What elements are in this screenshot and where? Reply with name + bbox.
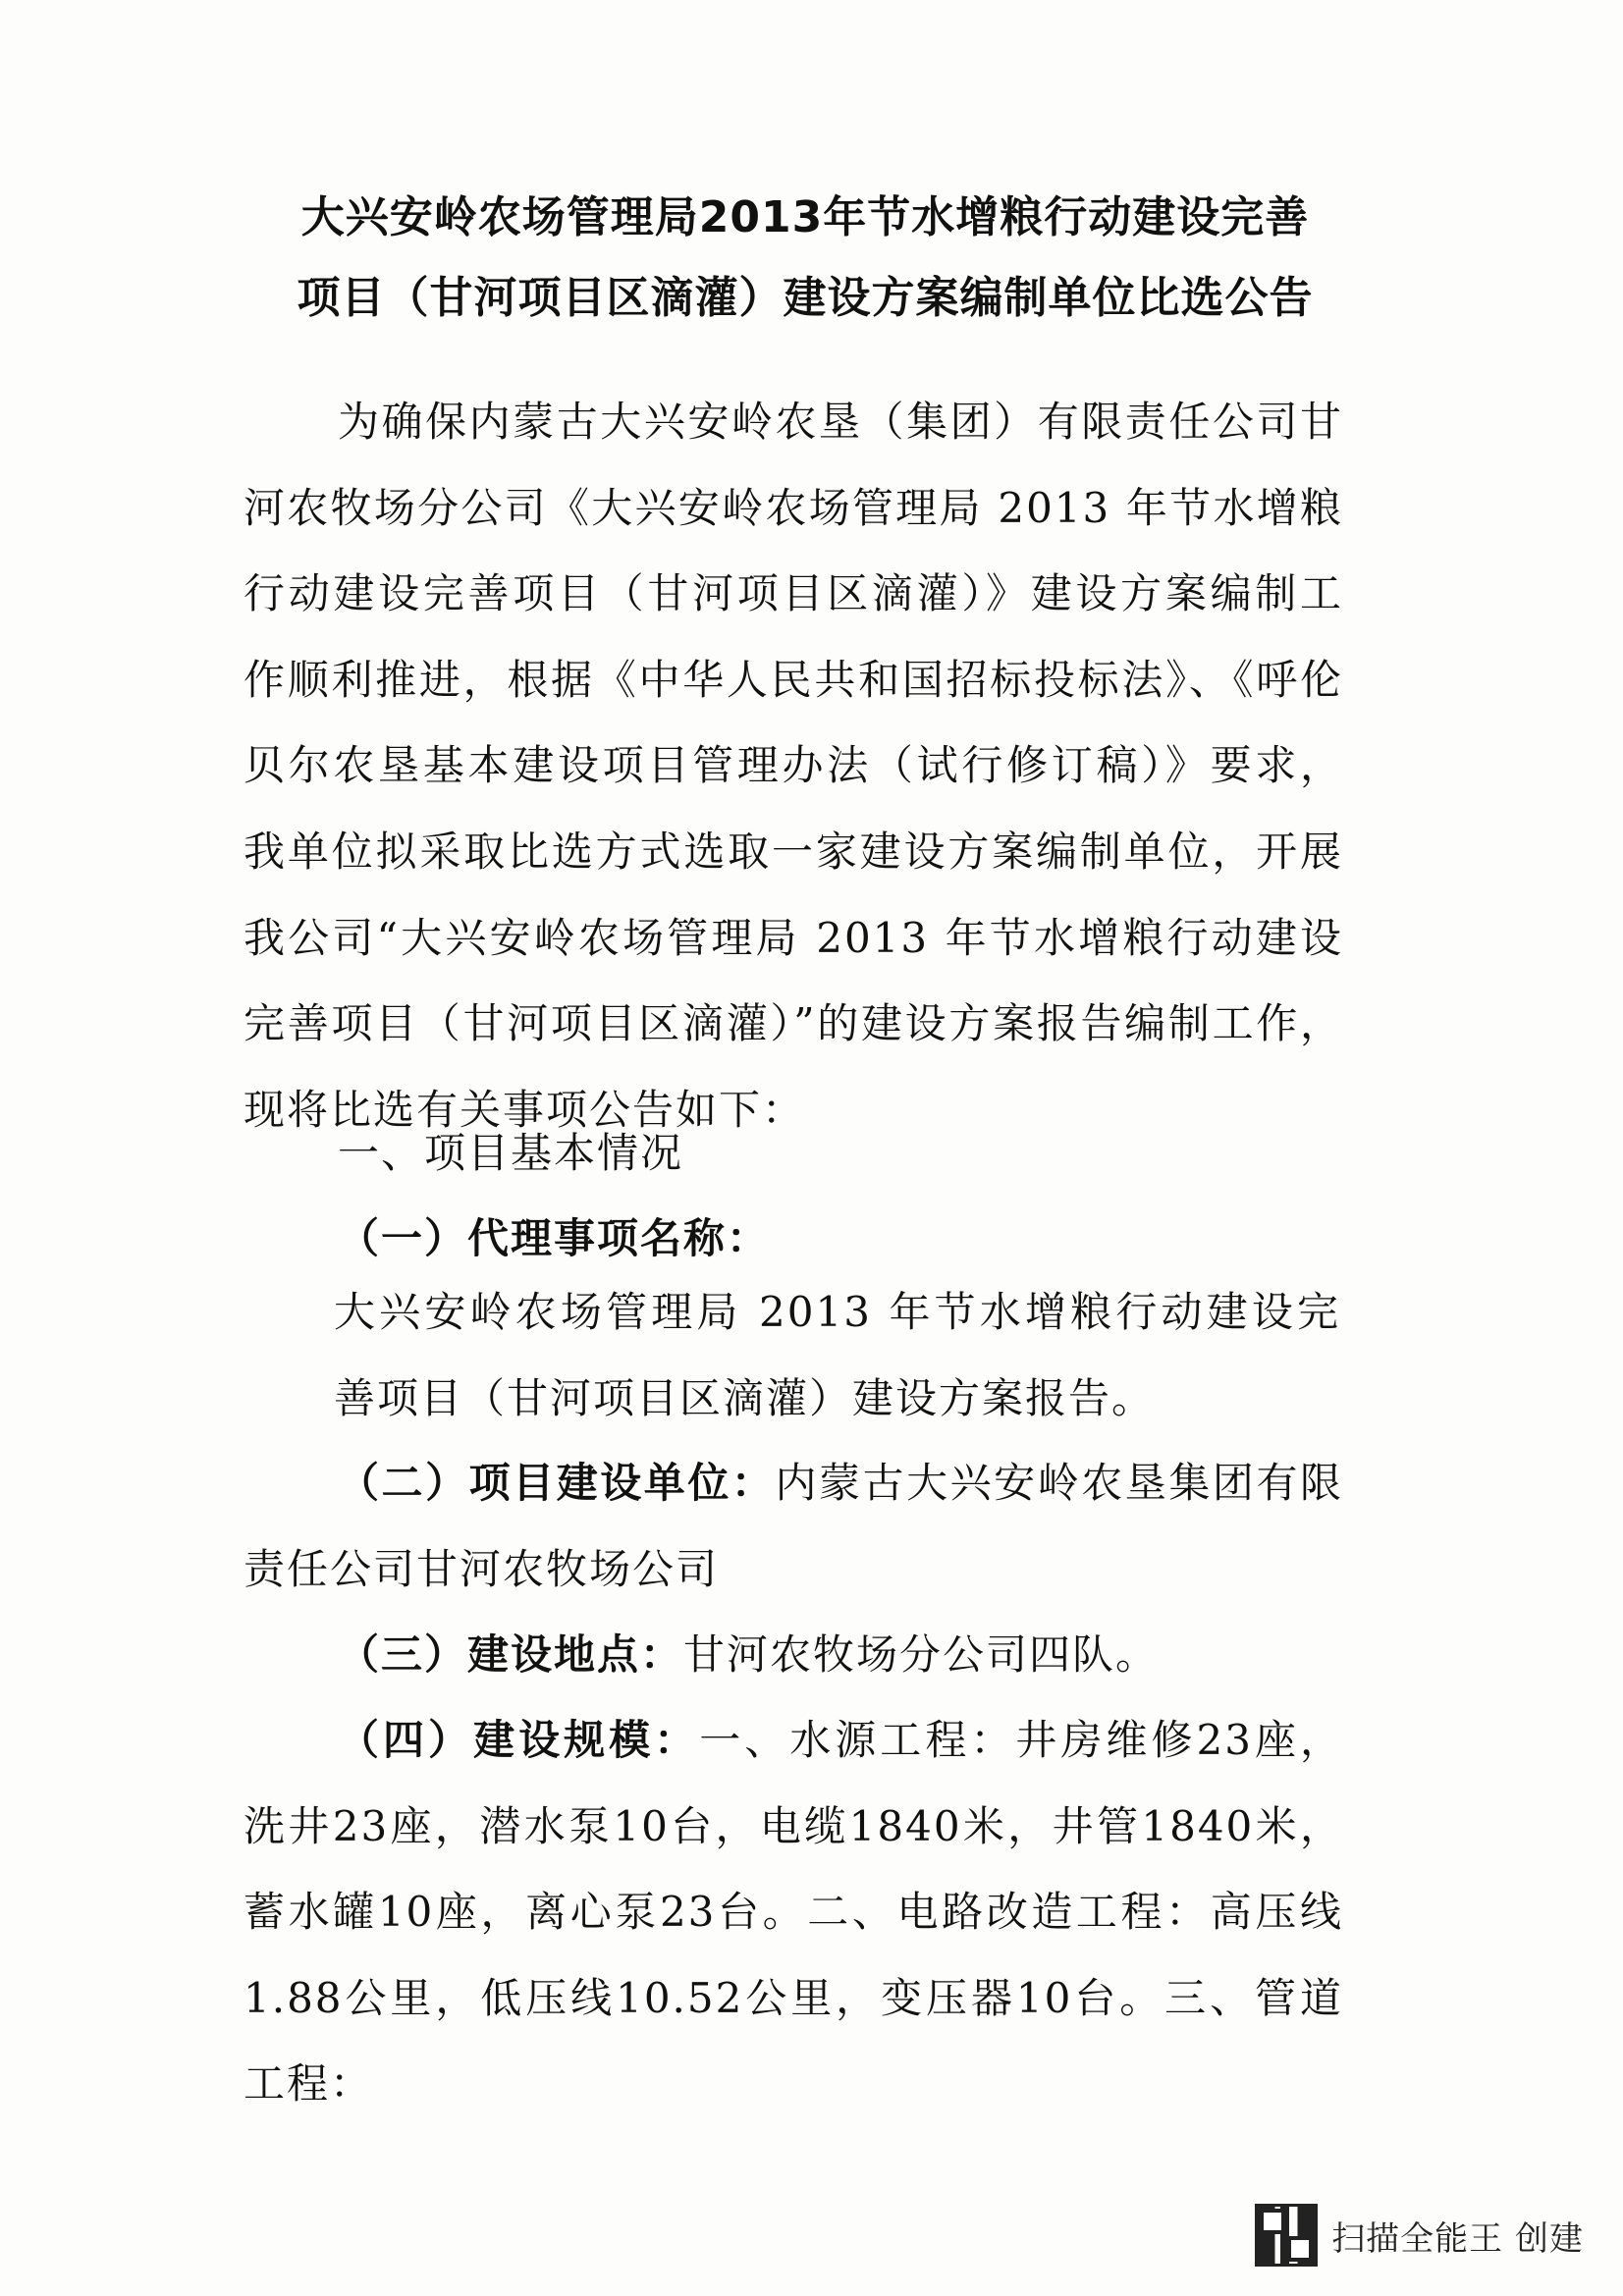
title-line-2: 项目（甘河项目区滴灌）建设方案编制单位比选公告 bbox=[297, 273, 1314, 323]
item3-paragraph bbox=[243, 1612, 1343, 1698]
item4-label: （四）建设规模： bbox=[338, 1716, 700, 1764]
item4-paragraph bbox=[243, 1697, 1343, 2127]
item1-content: 大兴安岭农场管理局 2013 年节水增粮行动建设完善项目（甘河项目区滴灌）建设方案报告。 bbox=[334, 1288, 1340, 1422]
item1-label: （一）代理事项名称： bbox=[338, 1214, 771, 1262]
item3-content: 甘河农牧场分公司四队。 bbox=[683, 1630, 1160, 1679]
qr-code-icon bbox=[1255, 2204, 1318, 2267]
watermark-text: 扫描全能王 创建 bbox=[1331, 2218, 1584, 2259]
title-line-1: 大兴安岭农场管理局2013年节水增粮行动建设完善 bbox=[300, 192, 1310, 242]
item4-content: 一、水源工程：井房维修23座，洗井23座，潜水泵10台，电缆1840米，井管1840米，蓄水罐10座，离心泵23台。二、电路改造工程：高压线1.88公里，低压线10.52公里，变压器10台。三、管道工程： bbox=[243, 1716, 1343, 2109]
intro-paragraph: 为确保内蒙古大兴安岭农垦（集团）有限责任公司甘河农牧场分公司《大兴安岭农场管理局 2013 年节水增粮行动建设完善项目（甘河项目区滴灌）》建设方案编制工作顺利推进，根据《中华人民共和国招标投标法》、《呼伦贝尔农垦基本建设项目管理办法（试行修订稿）》要求，我单位拟采取比选方式选取一家建设方案编制单位，开展我公司“大兴安岭农场管理局 2013 年节水增粮行动建设完善项目（甘河项目区滴灌）”的建设方案报告编制工作，现将比选有关事项公告如下： bbox=[243, 398, 1343, 1134]
item3-label: （三）建设地点： bbox=[338, 1630, 684, 1679]
section-heading: 一、项目基本情况 bbox=[338, 1129, 684, 1177]
scanner-watermark bbox=[1255, 2204, 1584, 2267]
item2-paragraph bbox=[243, 1440, 1343, 1612]
item2-label: （二）项目建设单位： bbox=[338, 1459, 776, 1507]
item2-content: 内蒙古大兴安岭农垦集团有限责任公司甘河农牧场公司 bbox=[243, 1459, 1343, 1593]
